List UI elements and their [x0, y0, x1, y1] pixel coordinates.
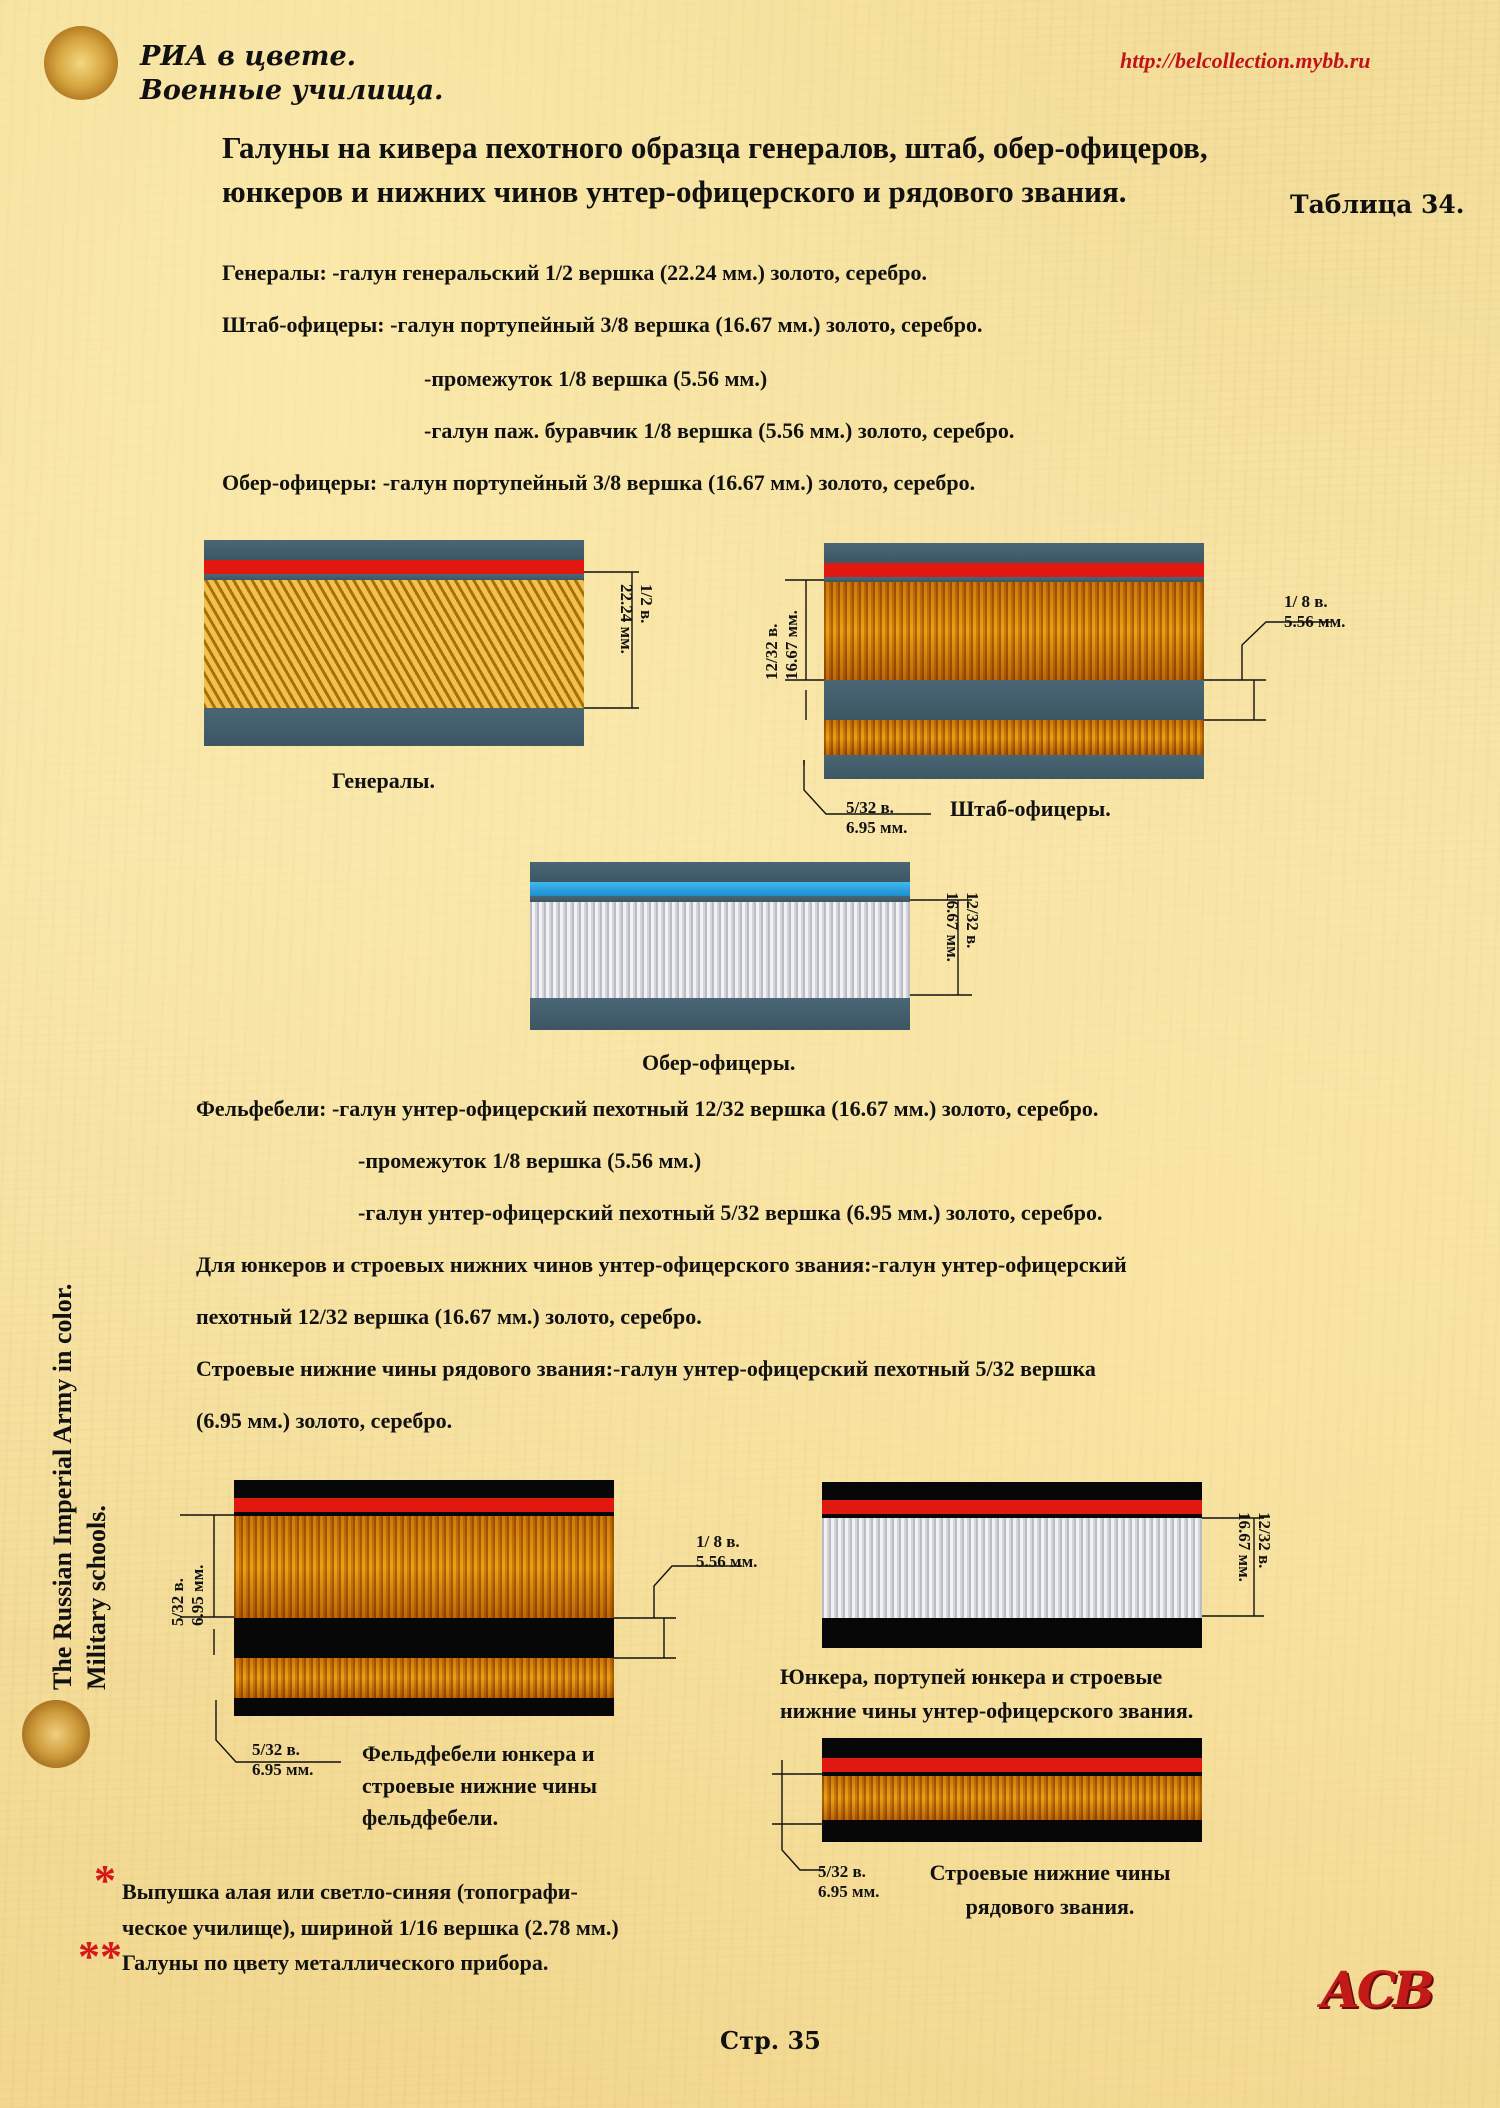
feldwebel-low-b: 6.95 мм.: [252, 1760, 314, 1779]
spec-feldwebel-gap: -промежуток 1/8 вершка (5.56 мм.): [358, 1148, 702, 1173]
spec-generals: Генералы: -галун генеральский 1/2 вершка (22.24 мм.) золото, серебро.: [222, 260, 927, 285]
ober-dim-b: 16.67 мм.: [943, 892, 962, 962]
feldwebel-low-a: 5/32 в.: [252, 1740, 300, 1759]
series-line-2: Военные училища.: [140, 75, 444, 106]
staff-gap-a: 1/ 8 в.: [1284, 592, 1328, 611]
private-low-a: 5/32 в.: [818, 1862, 866, 1881]
junker-dim-a: 12/32 в.: [1255, 1512, 1274, 1569]
feldwebel-galloon-swatch: [234, 1480, 614, 1716]
series-title: [140, 40, 443, 108]
private-galloon-swatch: [822, 1738, 1202, 1842]
junker-dim: [1234, 1512, 1274, 1632]
side-eagle-emblem: [22, 1700, 90, 1768]
junker-caption-1: Юнкера, портупей юнкера и строевые: [780, 1664, 1163, 1689]
ober-dim: [942, 892, 982, 1012]
page-number: Стр. 35: [720, 2026, 821, 2055]
spec-ober: Обер-офицеры: -галун портупейный 3/8 вершка (16.67 мм.) золото, серебро.: [222, 470, 976, 495]
feldwebel-low-dim: [252, 1740, 313, 1780]
staff-dim-b: 16.67 мм.: [782, 610, 801, 680]
staff-dim-a: 12/32 в.: [762, 623, 781, 680]
note-star-2: **: [78, 1932, 122, 1981]
spec-private-1: Строевые нижние чины рядового звания:-галун унтер-офицерский пехотный 5/32 вершка: [196, 1356, 1096, 1381]
spec-junker-2: пехотный 12/32 вершка (16.67 мм.) золото, серебро.: [196, 1304, 702, 1329]
spec-staff-gap: -промежуток 1/8 вершка (5.56 мм.): [424, 366, 768, 391]
private-low-b: 6.95 мм.: [818, 1882, 880, 1901]
spec-feldwebel: Фельфебели: -галун унтер-офицерский пехотный 12/32 вершка (16.67 мм.) золото, серебро.: [196, 1096, 1099, 1121]
feldwebel-gap-a: 1/ 8 в.: [696, 1532, 740, 1551]
private-caption-1: Строевые нижние чины: [929, 1860, 1171, 1885]
series-line-1: РИА в цвете.: [140, 41, 357, 72]
feldwebel-dim: [168, 1506, 208, 1626]
feldwebel-gap-b: 5.56 мм.: [696, 1552, 758, 1571]
side-line-1: The Russian Imperial Army in color.: [48, 1283, 77, 1690]
staff-gap-b: 5.56 мм.: [1284, 612, 1346, 631]
staff-galloon-swatch: [824, 543, 1204, 779]
feldwebel-dim-a: 5/32 в.: [168, 1578, 187, 1626]
junker-caption: [780, 1660, 1193, 1728]
note-2: Галуны по цвету металлического прибора.: [122, 1950, 549, 1975]
imperial-eagle-emblem: [44, 26, 118, 100]
feldwebel-caption-2: строевые нижние чины: [362, 1773, 598, 1798]
junker-dim-b: 16.67 мм.: [1235, 1512, 1254, 1582]
staff-low-dim: [846, 798, 907, 838]
side-line-2: Military schools.: [82, 1505, 111, 1690]
generals-dim-b: 22.24 мм.: [617, 584, 636, 654]
generals-dim: [616, 584, 656, 724]
author-monogram: АСВ: [1320, 1960, 1431, 2019]
site-url-link[interactable]: http://belcollection.mybb.ru: [1120, 48, 1371, 73]
note-1-line-1: Выпушка алая или светло-синяя (топографи-: [122, 1879, 578, 1904]
spec-staff: Штаб-офицеры: -галун портупейный 3/8 вершка (16.67 мм.) золото, серебро.: [222, 312, 983, 337]
table-number: Таблица 34.: [1290, 190, 1465, 219]
spec-junker-1: Для юнкеров и строевых нижних чинов унтер-офицерского звания:-галун унтер-офицерский: [196, 1252, 1127, 1277]
ober-caption: Обер-офицеры.: [642, 1050, 796, 1075]
staff-dim: [762, 550, 802, 680]
generals-caption: Генералы.: [332, 768, 435, 793]
staff-dim-lines-right: [1204, 610, 1334, 760]
ober-galloon-swatch: [530, 862, 910, 1030]
note-1: [122, 1874, 619, 1946]
feldwebel-caption-3: фельдфебели.: [362, 1805, 499, 1830]
title-line-1: Галуны на кивера пехотного образца генералов, штаб, обер-офицеров,: [222, 130, 1208, 165]
generals-dim-a: 1/2 в.: [637, 584, 656, 624]
ober-dim-a: 12/32 в.: [963, 892, 982, 949]
feldwebel-dim-b: 6.95 мм.: [188, 1564, 207, 1626]
staff-caption: Штаб-офицеры.: [950, 796, 1111, 821]
spec-feldwebel-lower: -галун унтер-офицерский пехотный 5/32 вершка (6.95 мм.) золото, серебро.: [358, 1200, 1103, 1225]
private-caption: [920, 1856, 1180, 1924]
feldwebel-gap-dim: [696, 1532, 757, 1572]
note-1-line-2: ческое училище), шириной 1/16 вершка (2.78 мм.): [122, 1915, 619, 1940]
side-caption: [46, 1210, 114, 1690]
generals-galloon-swatch: [204, 540, 584, 746]
staff-low-b: 6.95 мм.: [846, 818, 908, 837]
title-line-2: юнкеров и нижних чинов унтер-офицерского и рядового звания.: [222, 174, 1127, 209]
private-caption-2: рядового звания.: [965, 1894, 1135, 1919]
feldwebel-caption-1: Фельдфебели юнкера и: [362, 1741, 595, 1766]
junker-galloon-swatch: [822, 1482, 1202, 1648]
staff-low-a: 5/32 в.: [846, 798, 894, 817]
junker-caption-2: нижние чины унтер-офицерского звания.: [780, 1698, 1194, 1723]
private-low-dim: [818, 1862, 879, 1902]
staff-gap-dim: [1284, 592, 1345, 632]
note-star-1: *: [94, 1856, 116, 1905]
spec-staff-drill: -галун паж. буравчик 1/8 вершка (5.56 мм.) золото, серебро.: [424, 418, 1015, 443]
feldwebel-caption: [362, 1738, 597, 1834]
spec-private-2: (6.95 мм.) золото, серебро.: [196, 1408, 453, 1433]
page-title: [222, 126, 1208, 214]
